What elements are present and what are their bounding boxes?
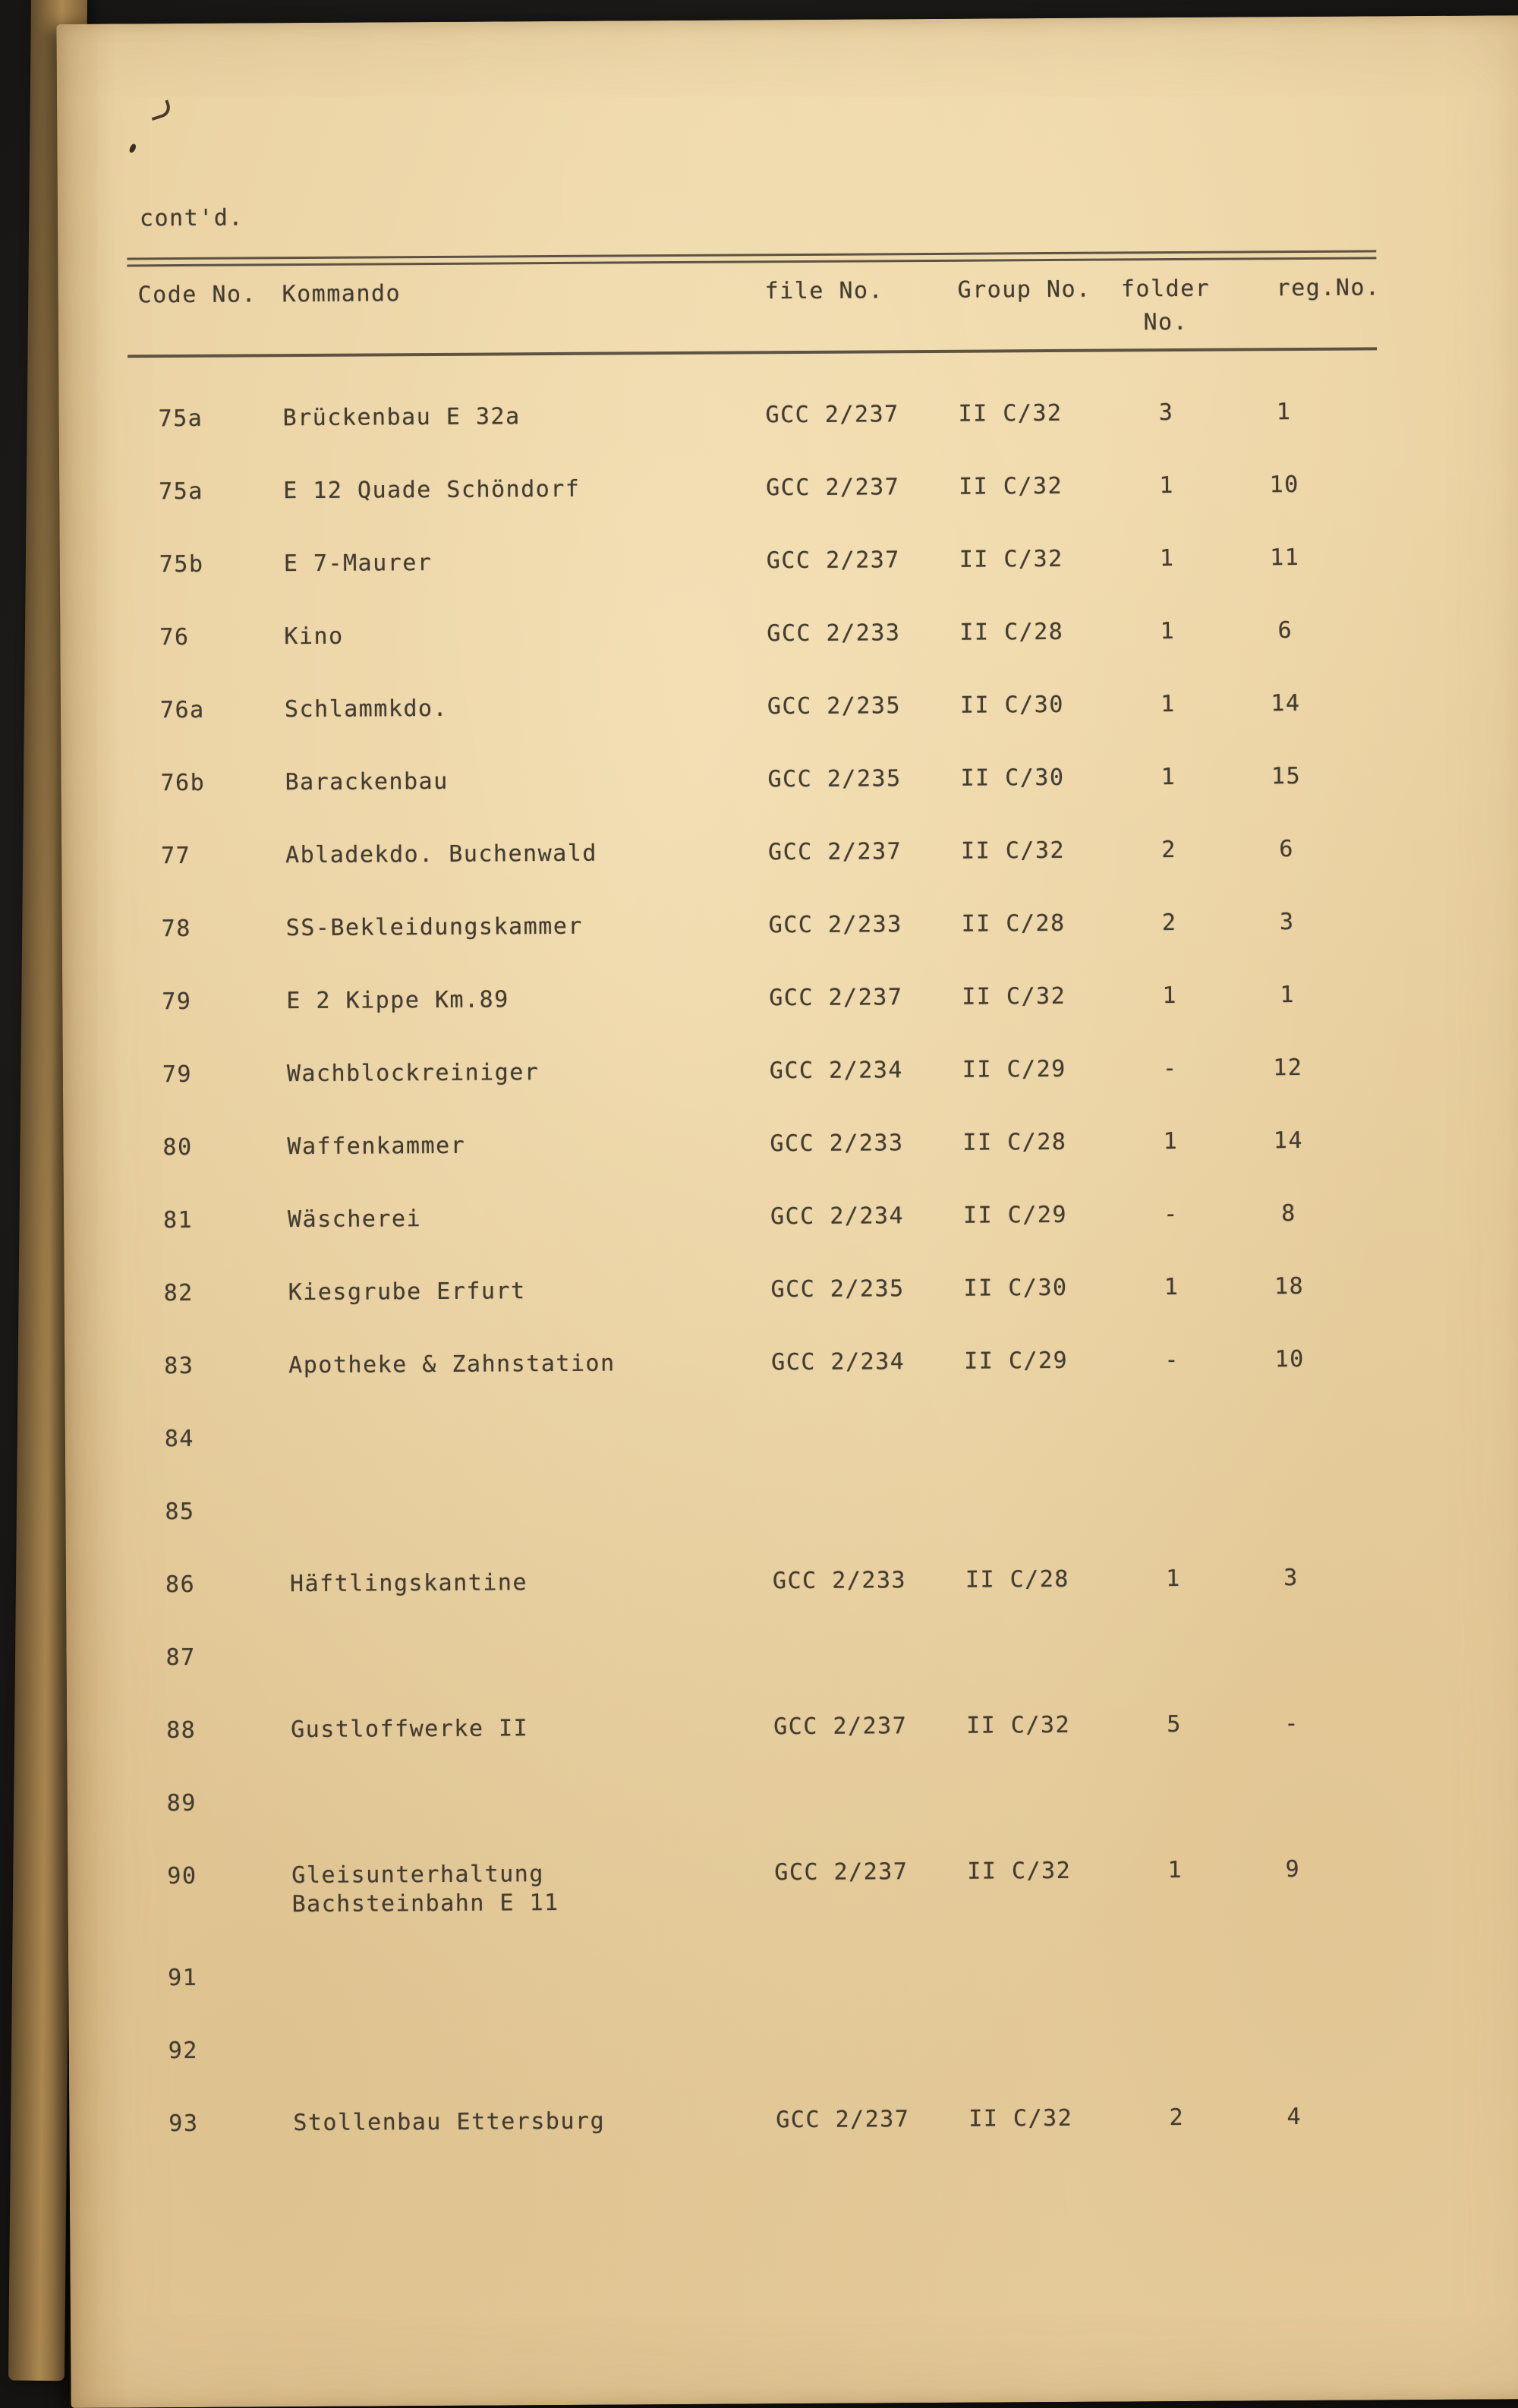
cell-file-no: GCC 2/233 xyxy=(772,1567,907,1595)
cell-folder-no: 1 xyxy=(1164,1273,1179,1301)
cell-kommando: Brückenbau E 32a xyxy=(282,403,521,432)
cell-group-no: II C/32 xyxy=(959,545,1063,573)
cell-folder-no: 2 xyxy=(1169,2104,1185,2132)
table-row xyxy=(63,1052,1518,1134)
cell-group-no: II C/32 xyxy=(960,837,1066,865)
cell-code-no: 75a xyxy=(159,478,203,506)
cell-code-no: 78 xyxy=(161,915,191,943)
cell-folder-no: - xyxy=(1164,1200,1179,1228)
cell-kommando: Gleisunterhaltung Bachsteinbahn E 11 xyxy=(291,1861,559,1918)
cell-folder-no xyxy=(1112,1419,1233,1420)
header-folder-no: folder No. xyxy=(1120,275,1211,336)
cell-kommando: Abladekdo. Buchenwald xyxy=(285,840,598,869)
cell-kommando: Gustloffwerke II xyxy=(291,1715,529,1744)
cell-reg-no: 1 xyxy=(1280,982,1296,1009)
cell-reg-no: 3 xyxy=(1279,909,1295,936)
table-row xyxy=(61,834,1518,916)
cell-reg-no xyxy=(1236,1782,1350,1783)
cell-group-no: II C/32 xyxy=(958,399,1063,427)
table-row xyxy=(62,979,1518,1061)
cell-code-no: 75b xyxy=(159,550,204,578)
cell-folder-no: - xyxy=(1164,1346,1180,1374)
cell-file-no: GCC 2/233 xyxy=(767,619,901,648)
cell-reg-no xyxy=(1233,1418,1347,1419)
cell-file-no: GCC 2/237 xyxy=(769,984,903,1012)
cell-kommando: Barackenbau xyxy=(285,767,449,796)
cell-folder-no: 1 xyxy=(1160,618,1176,645)
header-file-no: file No. xyxy=(764,277,884,305)
cell-file-no: GCC 2/234 xyxy=(770,1202,905,1231)
cell-group-no: II C/30 xyxy=(963,1274,1068,1302)
cell-group-no: II C/28 xyxy=(959,618,1064,646)
cell-kommando: Apotheke & Zahnstation xyxy=(288,1350,616,1379)
cell-reg-no: 9 xyxy=(1285,1856,1301,1883)
cell-file-no: GCC 2/233 xyxy=(768,911,902,939)
cell-code-no: 86 xyxy=(165,1571,196,1599)
cell-code-no: 79 xyxy=(162,1061,193,1089)
table-row xyxy=(65,1344,1518,1426)
cell-file-no: GCC 2/237 xyxy=(765,401,899,429)
cell-group-no: II C/32 xyxy=(967,1857,1072,1885)
table-row xyxy=(67,1708,1518,1790)
cell-folder-no: 5 xyxy=(1167,1710,1183,1738)
cell-reg-no: 18 xyxy=(1274,1272,1305,1300)
cell-file-no: GCC 2/237 xyxy=(766,547,900,575)
cell-group-no: II C/28 xyxy=(961,909,1066,938)
cell-code-no: 75a xyxy=(158,405,203,433)
cell-reg-no: 3 xyxy=(1283,1565,1299,1592)
table-row xyxy=(62,906,1518,988)
cell-kommando: Waffenkammer xyxy=(287,1132,466,1161)
table-row xyxy=(68,1781,1518,1863)
header-kommando: Kommando xyxy=(282,280,402,308)
table-row xyxy=(66,1562,1518,1644)
cell-group-no: II C/29 xyxy=(962,1201,1068,1229)
cell-code-no: 87 xyxy=(165,1644,196,1672)
table-row xyxy=(59,469,1518,551)
cell-reg-no: 11 xyxy=(1270,544,1300,572)
cell-code-no: 85 xyxy=(165,1498,195,1526)
cell-reg-no xyxy=(1236,1957,1350,1958)
cell-folder-no xyxy=(1114,1783,1236,1784)
document-page xyxy=(56,15,1518,2408)
cell-code-no: 89 xyxy=(166,1789,197,1817)
cell-code-no: 82 xyxy=(163,1279,194,1307)
cell-kommando: SS-Bekleidungskammer xyxy=(285,912,584,942)
cell-file-no: GCC 2/234 xyxy=(771,1348,905,1376)
header-group-no: Group No. xyxy=(957,276,1091,304)
cell-code-no: 91 xyxy=(168,1964,198,1992)
cell-folder-no: 1 xyxy=(1162,982,1178,1010)
cell-code-no: 76b xyxy=(160,769,206,797)
cell-group-no: II C/29 xyxy=(964,1347,1069,1375)
header-reg-no: reg.No. xyxy=(1276,274,1381,302)
cell-code-no: 77 xyxy=(161,842,191,870)
cell-file-no: GCC 2/237 xyxy=(774,1858,909,1886)
cell-reg-no: 6 xyxy=(1279,836,1294,863)
ink-mark xyxy=(148,99,173,121)
table-row xyxy=(61,761,1518,843)
cell-reg-no: 15 xyxy=(1271,763,1302,790)
cell-group-no xyxy=(965,1638,1113,1639)
cell-file-no: GCC 2/235 xyxy=(770,1275,905,1303)
cell-file-no: GCC 2/237 xyxy=(773,1713,908,1741)
table-row xyxy=(64,1198,1518,1280)
cell-file-no: GCC 2/234 xyxy=(769,1057,904,1085)
cell-group-no: II C/28 xyxy=(962,1128,1067,1156)
cell-folder-no: 2 xyxy=(1161,837,1176,864)
cell-folder-no: 1 xyxy=(1161,691,1176,718)
cell-group-no: II C/28 xyxy=(965,1565,1070,1593)
cell-file-no: GCC 2/237 xyxy=(766,474,900,502)
table-row xyxy=(60,615,1518,697)
table-row xyxy=(66,1635,1518,1717)
cell-folder-no xyxy=(1115,1958,1236,1959)
header-code-no: Code No. xyxy=(137,281,257,309)
cell-kommando: Wachblockreiniger xyxy=(286,1059,540,1088)
cell-kommando: E 2 Kippe Km.89 xyxy=(286,986,509,1015)
cell-folder-no: 1 xyxy=(1166,1565,1181,1593)
cell-group-no: II C/32 xyxy=(959,472,1063,500)
cell-folder-no: 1 xyxy=(1159,472,1175,500)
cell-code-no: 81 xyxy=(162,1206,194,1234)
cell-group-no xyxy=(967,1784,1114,1785)
cell-kommando: Wäscherei xyxy=(287,1206,422,1234)
cell-reg-no: 14 xyxy=(1271,690,1301,717)
cell-group-no: II C/32 xyxy=(962,982,1066,1010)
table-body xyxy=(58,396,1518,2183)
cell-folder-no: 1 xyxy=(1167,1856,1183,1884)
cell-group-no xyxy=(965,1492,1112,1493)
table-row xyxy=(61,688,1518,770)
cell-code-no: 76a xyxy=(159,696,205,724)
table-row xyxy=(68,1956,1518,2038)
cell-folder-no: - xyxy=(1162,1055,1178,1083)
cell-file-no: GCC 2/233 xyxy=(770,1130,904,1158)
cell-code-no: 80 xyxy=(162,1133,193,1161)
header-divider-rule xyxy=(128,347,1377,358)
cell-folder-no: 3 xyxy=(1158,399,1174,427)
table-row xyxy=(69,2101,1518,2183)
cell-group-no: II C/32 xyxy=(968,2104,1073,2132)
cell-code-no: 93 xyxy=(168,2110,199,2138)
cell-kommando: E 12 Quade Schöndorf xyxy=(283,475,581,505)
table-row xyxy=(65,1271,1518,1353)
table-row xyxy=(69,2028,1518,2110)
cell-file-no: GCC 2/235 xyxy=(767,692,902,720)
cell-reg-no xyxy=(1237,2030,1351,2031)
cell-folder-no: 1 xyxy=(1163,1128,1179,1155)
cell-file-no: GCC 2/235 xyxy=(767,765,902,793)
cell-kommando: Kiesgrube Erfurt xyxy=(288,1278,526,1306)
cell-reg-no: 12 xyxy=(1273,1054,1303,1082)
cell-code-no: 92 xyxy=(168,2037,198,2065)
cell-folder-no xyxy=(1113,1637,1234,1638)
cell-file-no: GCC 2/237 xyxy=(776,2106,910,2134)
cell-reg-no: 10 xyxy=(1274,1345,1305,1373)
table-row xyxy=(58,396,1518,478)
cell-code-no: 84 xyxy=(164,1425,195,1453)
table-row xyxy=(65,1417,1518,1499)
cell-code-no: 76 xyxy=(159,623,190,651)
cell-reg-no: 10 xyxy=(1269,471,1299,499)
cell-reg-no: - xyxy=(1284,1710,1300,1738)
cell-group-no: II C/32 xyxy=(966,1711,1071,1739)
cell-kommando: Stollenbau Ettersburg xyxy=(293,2107,606,2137)
table-row xyxy=(65,1489,1518,1571)
cell-reg-no: 8 xyxy=(1281,1200,1296,1228)
cell-code-no: 79 xyxy=(162,988,192,1016)
table-header-row xyxy=(58,270,1518,346)
cell-reg-no: 6 xyxy=(1277,617,1293,645)
cell-group-no: II C/30 xyxy=(960,764,1065,792)
cell-group-no: II C/30 xyxy=(959,691,1064,719)
cell-folder-no: 2 xyxy=(1161,909,1177,937)
cell-code-no: 90 xyxy=(167,1862,197,1890)
cell-reg-no: 14 xyxy=(1273,1127,1304,1155)
cell-kommando: Häftlingskantine xyxy=(289,1569,528,1598)
ink-mark xyxy=(128,143,137,154)
cell-folder-no: 1 xyxy=(1159,545,1175,572)
cell-reg-no xyxy=(1233,1491,1347,1492)
cell-group-no: II C/29 xyxy=(962,1055,1066,1083)
table-row xyxy=(63,1125,1518,1207)
cell-reg-no: 1 xyxy=(1276,399,1292,426)
cell-kommando: E 7-Maurer xyxy=(283,549,433,578)
continuation-label: cont'd. xyxy=(139,204,244,232)
cell-file-no: GCC 2/237 xyxy=(768,838,902,866)
cell-reg-no: 4 xyxy=(1287,2104,1302,2131)
table-row xyxy=(60,542,1518,624)
cell-group-no xyxy=(968,2031,1116,2032)
table-row xyxy=(68,1854,1518,1965)
cell-code-no: 88 xyxy=(166,1716,197,1745)
cell-kommando: Kino xyxy=(284,622,344,651)
cell-folder-no: 1 xyxy=(1161,764,1176,791)
cell-code-no: 83 xyxy=(164,1352,194,1380)
cell-kommando: Schlammkdo. xyxy=(284,695,449,723)
